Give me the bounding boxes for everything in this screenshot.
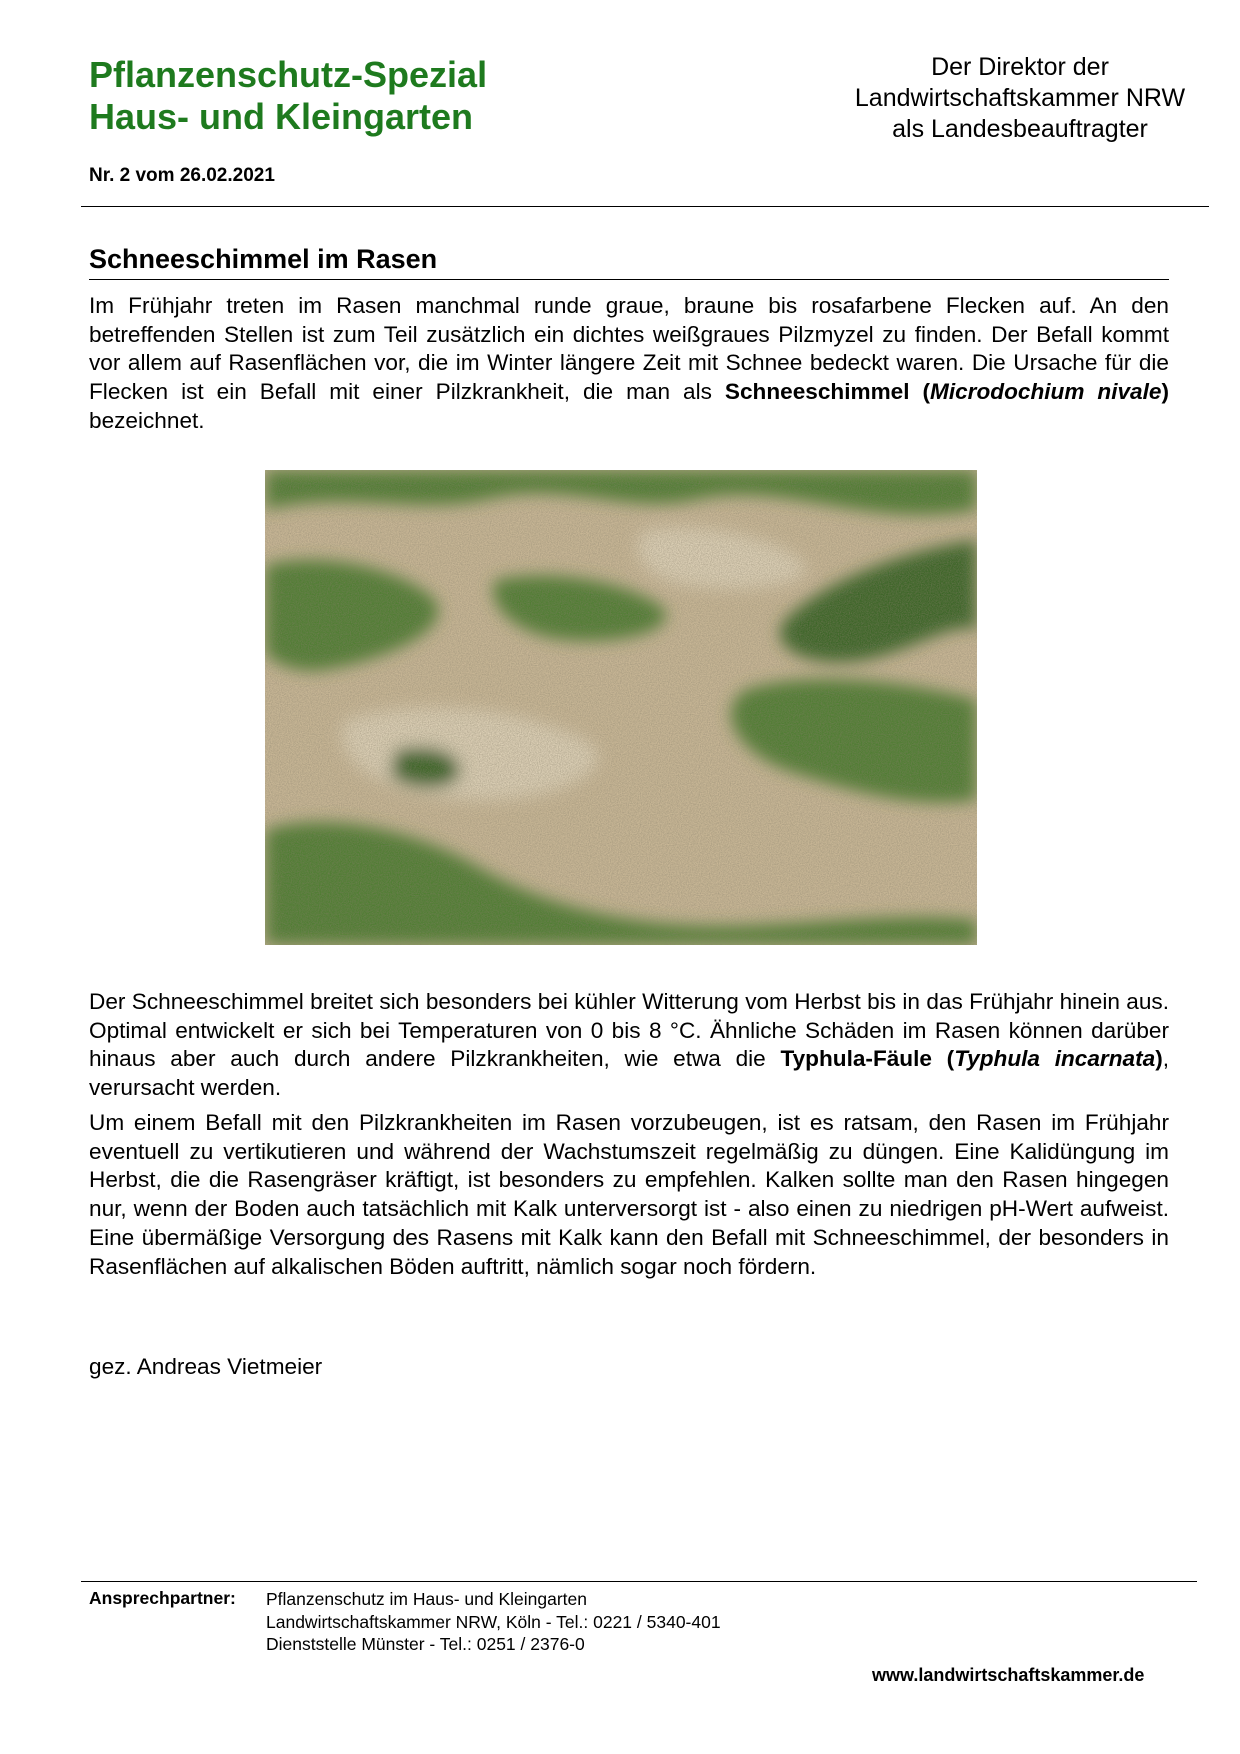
contact-label: Ansprechpartner: [89, 1588, 236, 1608]
issue-number-date: Nr. 2 vom 26.02.2021 [89, 165, 275, 186]
pathogen-latin-name: Microdochium nivale [930, 379, 1162, 405]
pathogen-name: Schneeschimmel (Microdochium nivale) [724, 379, 1169, 405]
authority-line3: als Landesbeauftragter [892, 115, 1148, 143]
article-title: Schneeschimmel im Rasen [89, 244, 438, 274]
paragraph-text: Im Frühjahr treten im Rasen manchmal runde graue, braune bis rosafarbene Flecken auf. An den betreffenden Stellen ist zum Teil zusätzlich ein dichtes weißgraues Pilzmyzel zu finden. Der Befall kommt vor allem auf Rasenflächen vor, die im Winter längere Zeit mit Schnee bedeckt waren. Die Ursache für die Flecken ist ein Befall mit einer Pilzkrankheit, die man als [89, 293, 1169, 405]
paragraph-symptoms: Im Frühjahr treten im Rasen manchmal runde graue, braune bis rosafarbene Flecken auf. An den betreffenden Stellen ist zum Teil zusätzlich ein dichtes weißgraues Pilzmyzel zu finden. Der Befall kommt vor allem auf Rasenflächen vor, die im Winter längere Zeit mit Schnee bedeckt waren. Die Ursache für die Flecken ist ein Befall mit einer Pilzkrankheit, die man als Schneeschimmel (Microdochium nivale) bezeichnet. [89, 293, 1169, 433]
article-title-underline [89, 279, 1169, 280]
contact-line: Landwirtschaftskammer NRW, Köln - Tel.: 0221 / 5340-401 [266, 1611, 721, 1632]
snow-mould-lawn-photo [265, 470, 977, 945]
header-divider [81, 206, 1209, 207]
signature: gez. Andreas Vietmeier [89, 1354, 323, 1379]
disease-name: Typhula-Fäule (Typhula incarnata) [780, 1046, 1163, 1072]
paragraph-text: Der Schneeschimmel breitet sich besonders bei kühler Witterung vom Herbst bis in das Frühjahr hinein aus. Optimal entwickelt er sich bei Temperaturen von 0 bis 8 °C. Ähnliche Schäden im Rasen können darüber hinaus aber auch durch andere Pilzkrankheiten, wie etwa die [89, 989, 1169, 1072]
contact-line: Dienststelle Münster - Tel.: 0251 / 2376-0 [266, 1634, 585, 1654]
publication-title [89, 54, 487, 138]
publication-title-line1: Pflanzenschutz-Spezial [89, 54, 488, 95]
issuing-authority [820, 52, 1220, 145]
disease-latin-name: Typhula incarnata [954, 1046, 1156, 1072]
paragraph-spread: Der Schneeschimmel breitet sich besonders bei kühler Witterung vom Herbst bis in das Frühjahr hinein aus. Optimal entwickelt er sich bei Temperaturen von 0 bis 8 °C. Ähnliche Schäden im Rasen können darüber hinaus aber auch durch andere Pilzkrankheiten, wie etwa die Typhula-Fäule (Typhula incarnata), verursacht werden. [89, 989, 1169, 1101]
website-link[interactable]: www.landwirtschaftskammer.de [872, 1665, 1145, 1685]
authority-line1: Der Direktor der [931, 53, 1109, 81]
authority-line2: Landwirtschaftskammer NRW [854, 84, 1186, 112]
contact-line: Pflanzenschutz im Haus- und Kleingarten [266, 1589, 588, 1609]
contact-details [266, 1588, 721, 1656]
footer-divider [81, 1581, 1197, 1582]
paragraph-prevention: Um einem Befall mit den Pilzkrankheiten im Rasen vorzubeugen, ist es ratsam, den Rasen im Frühjahr eventuell zu vertikutieren und während der Wachstumszeit regelmäßig zu düngen. Eine Kalidüngung im Herbst, die die Rasengräser kräftigt, ist besonders zu empfehlen. Kalken sollte man den Rasen hingegen nur, wenn der Boden auch tatsächlich mit Kalk unterversorgt ist - also einen zu niedrigen pH-Wert aufweist. Eine übermäßige Versorgung des Rasens mit Kalk kann den Befall mit Schneeschimmel, der besonders in Rasenflächen auf alkalischen Böden auftritt, nämlich sogar noch fördern. [89, 1110, 1169, 1279]
publication-title-line2: Haus- und Kleingarten [89, 96, 474, 137]
